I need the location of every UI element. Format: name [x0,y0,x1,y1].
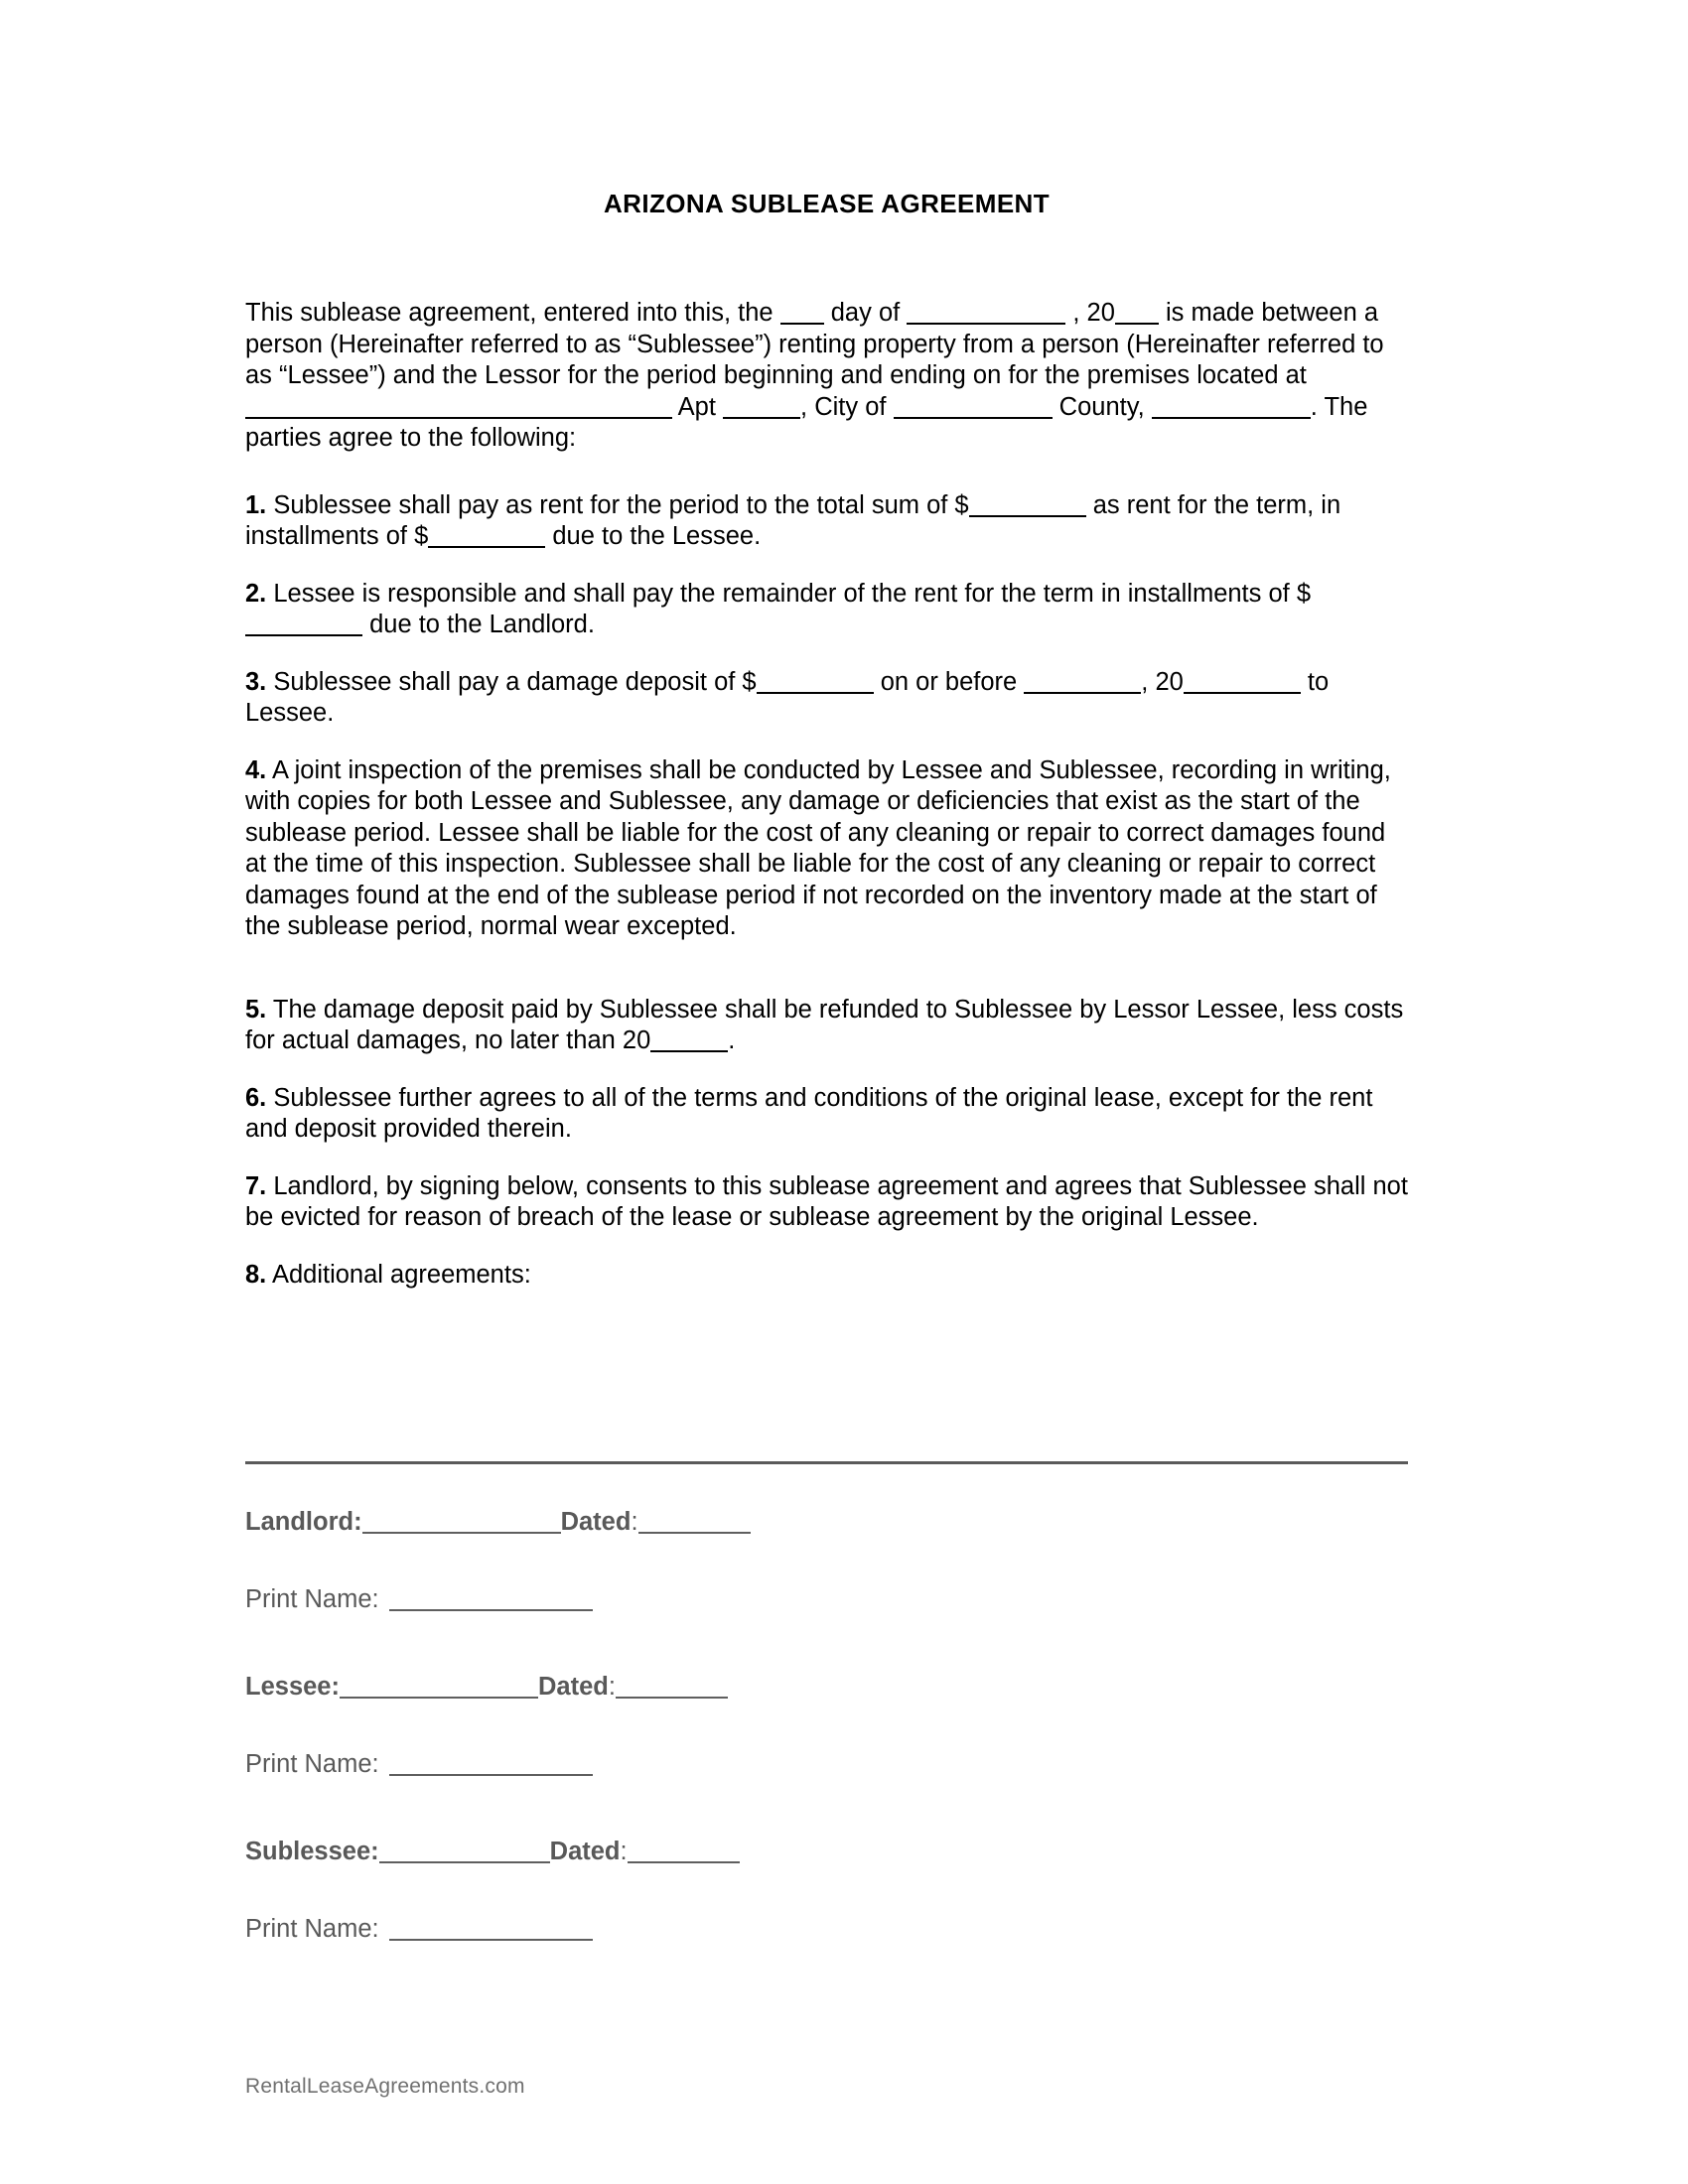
signature-block-sublessee [245,1837,1408,1944]
section-5 [245,995,1409,1057]
blank-refund-year[interactable] [650,1028,728,1052]
lessee-dated-colon: : [608,1673,616,1701]
section-1 [245,490,1409,553]
lessee-signature-row [245,1672,1408,1702]
section-4-text: A joint inspection of the premises shall be conducted by Lessee and Sublessee, recording in writing, with copies for both Lessee and Sublessee, any damage or deficiencies that exist as the start of the sublease period. Lessee shall be liable for the cost of any cleaning or repair to correct damages found at the time of this inspection. Sublessee shall be liable for the cost of any cleaning or repair to correct damages found at the end of the sublease period if not recorded on the inventory made at the start of the sublease period, normal wear excepted. [245,755,1391,940]
blank-premises-address[interactable] [245,395,672,419]
section-3-text-4: to Lessee. [245,667,1330,727]
section-2-text-1: Lessee is responsible and shall pay the remainder of the rent for the term in installments of $ [266,579,1312,608]
landlord-signature-line[interactable] [362,1510,561,1534]
section-1-text-2: as rent for the term, in installments of $ [245,490,1341,550]
section-4-number: 4. [245,755,267,784]
section-divider [245,1461,1408,1464]
signature-block-lessee [245,1672,1408,1779]
blank-deposit-due-date[interactable] [1024,670,1141,694]
landlord-dated-colon: : [631,1508,638,1536]
blank-installment-landlord[interactable] [245,613,362,636]
sublessee-signature-row [245,1837,1408,1866]
lessee-dated-label: Dated [537,1673,609,1701]
section-2-text-2: due to the Landlord. [362,611,595,638]
section-3-text-2: on or before [873,667,1025,696]
section-5-number: 5. [245,995,267,1024]
blank-installment-lessee[interactable] [428,524,545,548]
sublessee-dated-label: Dated [549,1838,621,1865]
lessee-label: Lessee: [245,1673,340,1701]
sublessee-print-name-row [245,1914,1408,1944]
landlord-date-line[interactable] [638,1510,751,1534]
section-8-number: 8. [245,1260,267,1289]
lessee-print-name-line[interactable] [389,1752,593,1776]
section-5-text-1: The damage deposit paid by Sublessee shall be refunded to Sublessee by Lessor Lessee, less costs for actual damages, no later than 20 [245,995,1404,1054]
blank-total-rent[interactable] [969,493,1086,517]
section-3-text-3: , 20 [1141,667,1184,696]
section-1-text-3: due to the Lessee. [545,522,762,550]
blank-apt[interactable] [723,395,800,419]
section-8-text: Additional agreements: [266,1260,531,1289]
section-2 [245,579,1409,641]
blank-year[interactable] [1115,301,1159,325]
landlord-print-name-label: Print Name: [245,1585,379,1613]
section-8 [245,1260,1409,1292]
section-7-text: Landlord, by signing below, consents to this sublease agreement and agrees that Sublessee shall not be evicted for reason of breach of the lease or sublease agreement by the original Lessee. [245,1171,1408,1231]
intro-text-5: Apt [672,392,724,421]
intro-text-3: , 20 [1065,299,1115,327]
sublessee-dated-colon: : [620,1838,628,1865]
landlord-print-name-line[interactable] [389,1587,593,1611]
section-1-number: 1. [245,490,267,519]
lessee-print-name-row [245,1749,1408,1779]
section-6-text: Sublessee further agrees to all of the terms and conditions of the original lease, except for the rent and deposit provided therein. [245,1083,1373,1143]
lessee-signature-line[interactable] [340,1675,538,1699]
footer-attribution: RentalLeaseAgreements.com [245,2075,525,2098]
section-3-text-1: Sublessee shall pay a damage deposit of $ [266,667,757,696]
sublessee-label: Sublessee: [245,1838,379,1865]
landlord-signature-row [245,1507,1408,1537]
intro-text-4: is made between a person (Hereinafter referred to as “Sublessee”) renting property from a person (Hereinafter referred to as “Lessee”) and the Lessor for the period beginning and ending on for the premises located at [245,299,1384,389]
lessee-print-name-label: Print Name: [245,1750,379,1778]
section-3 [245,667,1409,730]
sublessee-date-line[interactable] [628,1840,740,1863]
sublessee-print-name-line[interactable] [389,1917,593,1941]
lessee-date-line[interactable] [616,1675,728,1699]
blank-damage-deposit[interactable] [757,670,874,694]
section-6-number: 6. [245,1083,267,1112]
blank-day[interactable] [780,301,824,325]
landlord-dated-label: Dated [560,1508,632,1536]
section-6 [245,1083,1409,1146]
intro-paragraph [245,298,1409,455]
intro-text-2: day of [823,299,908,327]
section-7 [245,1171,1409,1234]
section-3-number: 3. [245,667,267,696]
signature-area [245,1507,1408,1944]
blank-city[interactable] [894,395,1053,419]
page-title: ARIZONA SUBLEASE AGREEMENT [603,189,1051,218]
landlord-print-name-row [245,1584,1408,1614]
signature-block-landlord [245,1507,1408,1614]
intro-text-8: . The parties agree to the following: [245,392,1368,452]
landlord-label: Landlord: [245,1508,362,1536]
intro-text-6: , City of [800,392,894,421]
intro-text-7: County, [1052,392,1152,421]
section-4 [245,755,1409,943]
section-7-number: 7. [245,1171,267,1200]
document-body [245,298,1409,1316]
blank-deposit-due-year[interactable] [1184,670,1301,694]
sublessee-signature-line[interactable] [379,1840,550,1863]
intro-text-1: This sublease agreement, entered into this, the [245,299,780,327]
sublessee-print-name-label: Print Name: [245,1915,379,1943]
blank-month[interactable] [907,301,1065,325]
blank-county[interactable] [1152,395,1311,419]
section-5-text-2: . [728,1026,736,1054]
section-1-text-1: Sublessee shall pay as rent for the period to the total sum of $ [266,490,969,519]
section-2-number: 2. [245,579,267,608]
